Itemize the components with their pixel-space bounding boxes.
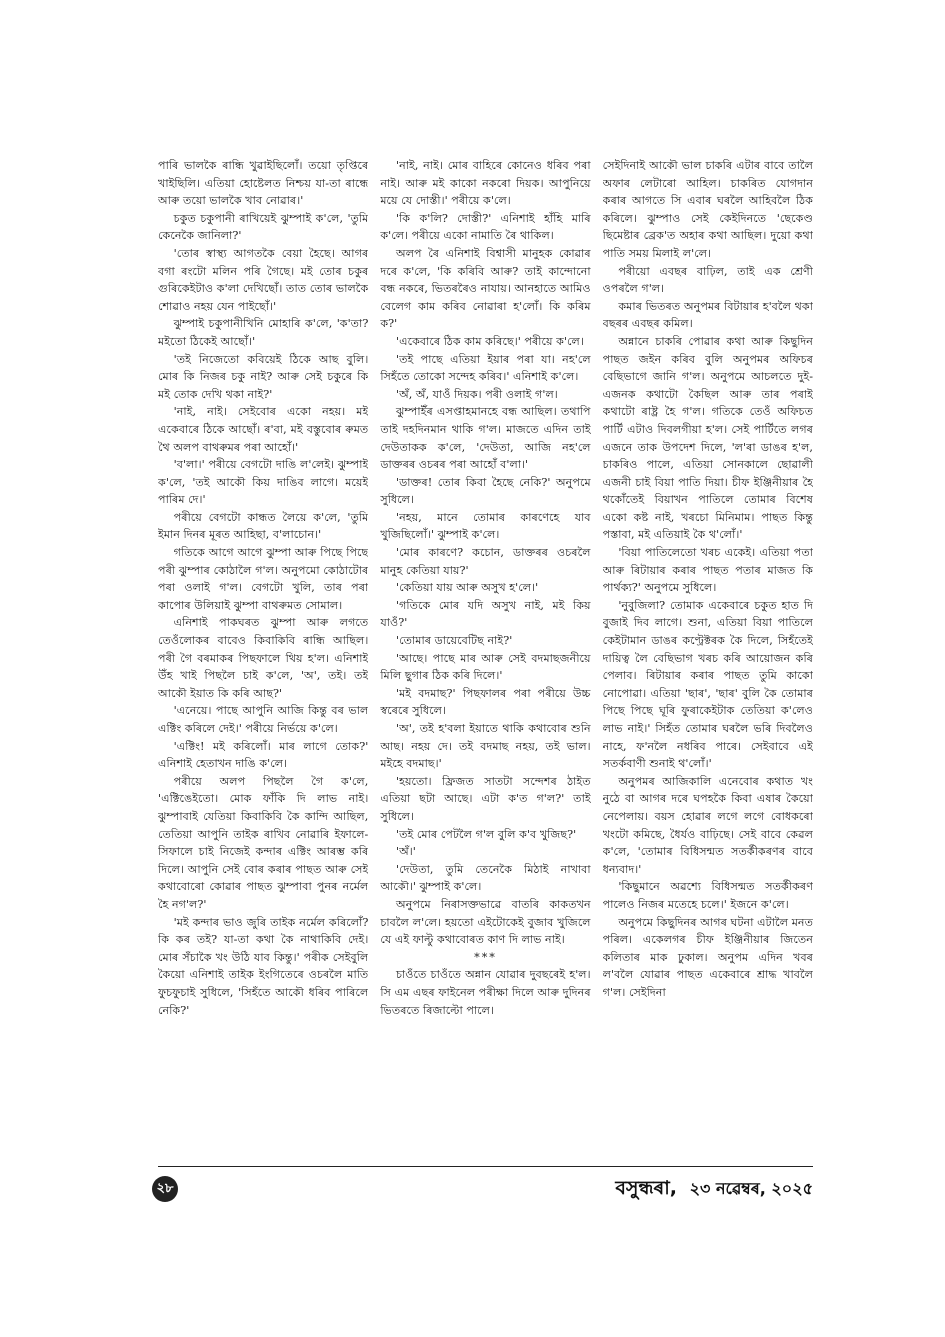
paragraph: 'নুবুজিলা? তোমাক একেবাৰে চকুত হাত দি বুজাই দিব লাগে। শুনা, এতিয়া বিয়া পাতিলে কেইটামান ডাঙৰ কণ্ট্ৰেক্টৰক কৈ দিলে, সিহঁতেই দায়িত্ব লৈ বেছিভাগ খৰচ কৰি আয়োজন কৰি পেলাব। ৰিটায়াৰ কৰাৰ পাছত তুমি কাকো নোপোৱা। এতিয়া 'ছাৰ', 'ছাৰ' বুলি কৈ তোমাৰ পিছে পিছে ঘূৰি ফুৰাকেইটাক তেতিয়া ক'লেও লাভ নাই।' সিহঁত তোমাৰ ঘৰলৈ ভৰি দিবলৈও নাহে, ফ'নলৈ নধৰিব পাৰে। সেইবাবে এই সতৰ্কবাণী শুনাই থ'লোঁ।' xyxy=(602,598,813,771)
paragraph: গতিকে আগে আগে ঝুম্পা আৰু পিছে পিছে পৰী ঝুম্পাৰ কোঠালৈ গ'ল। অনুপমো কোঠাটোৰ পৰা ওলাই গ'ল। বেগটো খুলি, তাৰ পৰা কাপোৰ উলিয়াই ঝুম্পা বাথৰুমত সোমাল। xyxy=(158,546,369,612)
magazine-name: বসুন্ধৰা, xyxy=(615,1177,677,1199)
paragraph: 'তই মোৰ পেটলৈ গ'ল বুলি ক'ব খুজিছ?' xyxy=(396,827,577,841)
text-column-3 xyxy=(603,157,813,1157)
paragraph: 'তোৰ স্বাস্থ্য আগতকৈ বেয়া হৈছে। আগৰ বগা ৰংটো মলিন পৰি গৈছে। মই তোৰ চকুৰ গুৰিকেইটাও ক'লা দেখিছোঁ। তাত তোৰ ভালকৈ শোৱাও নহয় যেন পাইছোঁ।' xyxy=(158,246,369,313)
page-number: ২৮ xyxy=(152,1176,178,1202)
paragraph: পৰীয়ে বেগটো কান্ধত লৈয়ে ক'লে, 'তুমি ইমান দিনৰ মূৰত আহিছা, ব'লাচোন।' xyxy=(158,510,369,542)
paragraph: 'দেউতা, তুমি তেনেকৈ মিঠাই নাখাবা আকৌ।' ঝুম্পাই ক'লে। xyxy=(380,862,591,894)
paragraph: 'গতিকে মোৰ যদি অসুখ নাই, মই কিয় যাওঁ?' xyxy=(380,598,591,630)
paragraph: পৰীয়ে অলপ পিছলৈ গৈ ক'লে, 'এক্টিঙেইতো। মোক ফাঁকি দি লাভ নাই। ঝুম্পাবাই যেতিয়া কিবাকিবি কৈ কান্দি আছিল, তেতিয়া আপুনি তাইক ৰাখিব নোৱাৰি ইফালে-সিফালে চাই নিজেই কন্দাৰ এক্টিং আৰম্ভ কৰি দিলে। আপুনি সেই বোৰ কৰাৰ পাছত আৰু সেই কথাবোৰো কোৱাৰ পাছত ঝুম্পাবা পুনৰ নৰ্মেল হৈ নগ'ল?' xyxy=(158,774,369,911)
paragraph: অনুপমে নিৰাসক্তভাৱে বাতৰি কাকতখন চাবলৈ ল'লে। হয়তো এইটোকেই বুজাব খুজিলে যে এই ফাল্টু কথাবোৰত কাণ দি লাভ নাই। xyxy=(380,897,591,947)
section-separator: *** xyxy=(474,950,497,964)
paragraph: 'অঁ।' xyxy=(396,845,416,859)
paragraph: 'অঁ, অঁ, যাওঁ দিয়ক। পৰী ওলাই গ'ল। xyxy=(396,387,558,401)
paragraph: 'আছে। পাছে মাৰ আৰু সেই বদমাছজনীয়ে মিলি ছুগাৰ ঠিক কৰি দিলে।' xyxy=(380,651,591,683)
paragraph: পাৰি ভালকৈ ৰান্ধি খুৱাইছিলোঁ। তয়ো তৃপ্তিৰে খাইছিলি। এতিয়া হোষ্টেলত নিশ্চয় যা-তা ৰান্ধে আৰু তয়ো ভালকৈ খাব নোৱাৰ।' xyxy=(158,159,369,208)
article-body xyxy=(158,157,813,1157)
paragraph: অলপ ৰৈ এনিশাই বিশ্বাসী মানুহক কোৱাৰ দৰে ক'লে, 'কি কৰিবি আৰু? তাই কান্দোনো বন্ধ নকৰে, ভিতৰৰৈও নাযায়। আনহাতে আমিও বেলেগ কাম কৰিব নোৱাৰা হ'লোঁ। কি কৰিম ক?' xyxy=(380,246,591,331)
text-column-1 xyxy=(158,157,368,1157)
paragraph: 'কি ক'লি? দোস্তী?' এনিশাই হাঁহি মাৰি ক'লে। পৰীয়ে একো নামাতি ৰৈ থাকিল। xyxy=(380,211,591,243)
issue-date: ২৩ নৱেম্বৰ, ২০২৫ xyxy=(689,1179,813,1198)
paragraph: অন্নানে চাকৰি পোৱাৰ কথা আৰু কিছুদিন পাছত জইন কৰিব বুলি অনুপমৰ অফিচৰ বেছিভাগে জানি গ'ল। অনুপমে আচলতে দুই-এজনক কথাটো কৈছিল আৰু তাৰ পৰাই কথাটো ৰাষ্ট্ৰ হৈ গ'ল। গতিকে তেওঁ অফিচত পাৰ্টি এটাও দিবলগীয়া হ'ল। সেই পাৰ্টিতে লগৰ এজনে তাক উপদেশ দিলে, 'ল'ৰা ডাঙৰ হ'ল, চাকৰিও পালে, এতিয়া সোনকালে ছোৱালী এজনী চাই বিয়া পাতি দিয়া। চীফ ইঞ্জিনীয়াৰ হৈ থকোঁতেই বিয়াখন পাতিলে তোমাৰ বিশেষ একো কষ্ট নাই, খৰচো মিনিমাম। পাছত কিন্তু পস্তাবা, মই এতিয়াই কৈ থ'লোঁ।' xyxy=(602,334,813,542)
paragraph: 'নাই, নাই। মোৰ বাহিৰে কোনেও ধৰিব পৰা নাই। আৰু মই কাকো নকৰো দিয়ক। আপুনিয়ে ময়ে যে দোস্তী।' পৰীয়ে ক'লে। xyxy=(380,159,591,208)
paragraph: পৰীয়ো এবছৰ বাঢ়িল, তাই এক শ্ৰেণী ওপৰলৈ গ'ল। xyxy=(602,264,813,296)
paragraph: 'ডাক্তৰ! তোৰ কিবা হৈছে নেকি?' অনুপমে সুধিলে। xyxy=(380,475,591,507)
paragraph: চাওঁতে চাওঁতে অন্নান যোৱাৰ দুবছৰেই হ'ল। সি এম এছৰ ফাইনেল পৰীক্ষা দিলে আৰু দুদিনৰ ভিতৰতে ৰিজাল্টো পালে। xyxy=(380,968,591,1017)
paragraph: 'তই নিজেতো কবিয়েই ঠিকে আছ বুলি। মোৰ কি নিজৰ চকু নাই? আৰু সেই চকুৰে কি মই তোক দেখি থকা নাই?' xyxy=(158,352,369,401)
paragraph: 'নাই, নাই। সেইবোৰ একো নহয়। মই একেবাৰে ঠিকে আছোঁ। ৰ'বা, মই বস্তুবোৰ ৰুমত থৈ অলপ বাথৰুমৰ পৰা আহোঁ।' xyxy=(158,405,369,454)
paragraph: 'বিয়া পাতিলেতো খৰচ একেই। এতিয়া পতা আৰু ৰিটায়াৰ কৰাৰ পাছত পতাৰ মাজত কি পাৰ্থক্য?' অনুপমে সুধিলে। xyxy=(602,546,813,595)
paragraph: চকুত চকুপানী ৰাখিয়েই ঝুম্পাই ক'লে, 'তুমি কেনেকৈ জানিলা?' xyxy=(158,211,369,243)
masthead xyxy=(615,1174,813,1206)
paragraph: কমাৰ ভিতৰত অনুপমৰ বিটায়াৰ হ'বলৈ থকা বছৰৰ এবছৰ কমিল। xyxy=(602,299,813,331)
paragraph: 'এনেয়ে। পাছে আপুনি আজি কিন্তু বৰ ভাল এক্টিং কৰিলে দেই।' পৰীয়ে নিৰ্ভয়ে ক'লে। xyxy=(158,704,369,735)
paragraph: 'কিছুমানে অৱশ্যে বিধিসন্মত সতৰ্কীকৰণ পালেও নিজৰ মতেহে চলে।' ইজনে ক'লে। xyxy=(602,880,813,911)
footer-rule xyxy=(158,1166,813,1167)
paragraph: ঝুম্পাই চকুপানীখিনি মোহাৰি ক'লে, 'ক'তা? মইতো ঠিকেই আছোঁ।' xyxy=(158,317,369,348)
paragraph: 'তই পাছে এতিয়া ইয়াৰ পৰা যা। নহ'লে সিহঁতে তোকো সন্দেহ কৰিব।' এনিশাই ক'লে। xyxy=(380,352,591,384)
paragraph: অনুপমে কিছুদিনৰ আগৰ ঘটনা এটালৈ মনত পৰিল। একেলগৰ চীফ ইঞ্জিনীয়াৰ জিতেন কলিতাৰ মাক ঢুকাল। অনুপম এদিন খবৰ ল'বলৈ যোৱাৰ পাছত একেবাৰে শ্ৰাদ্ধ খাবলৈ গ'ল। সেইদিনা xyxy=(602,915,813,999)
paragraph: অনুপমৰ আজিকালি এনেবোৰ কথাত খং নুঠে বা আগৰ দৰে ঘপহকৈ কিবা এষাৰ কৈয়ো নেপেলায়। বয়স হোৱাৰ লগে লগে বোধকৰো খংটো কমিছে, ধৈৰ্যও বাঢ়িছে। সেই বাবে কেৱল ক'লে, 'তোমাৰ বিধিসন্মত সতৰ্কীকৰণৰ বাবে ধন্যবাদ।' xyxy=(602,774,813,876)
paragraph: 'এক্টিং! মই কৰিলোঁ। মাৰ লাগে তোক?' এনিশাই হেতাখন দাঙি ক'লে। xyxy=(158,739,369,771)
paragraph: 'কেতিয়া যায় আৰু অসুখ হ'লে।' xyxy=(396,581,539,595)
paragraph: 'মই কন্দাৰ ভাও জুৰি তাইক নৰ্মেল কৰিলোঁ? কি কৰ তই? যা-তা কথা কৈ নাথাকিবি দেই। মোৰ সঁচাকৈ খং উঠি যাব কিন্তু।' পৰীক সেইবুলি কৈয়ো এনিশাই তাইক ইংগিতেৰে ওচৰলৈ মাতি ফুচফুচাই সুধিলে, 'সিহঁতে আকৌ ধৰিব পাৰিলে নেকি?' xyxy=(158,915,369,1017)
paragraph: 'মই বদমাছ?' পিছফালৰ পৰা পৰীয়ে উচ্চ স্বৰেৰে সুধিলে। xyxy=(380,686,591,718)
paragraph: ঝুম্পাইঁৰ এসপ্তাহমানহে বন্ধ আছিল। তথাপি তাই দহদিনমান থাকি গ'ল। মাজতে এদিন তাই দেউতাকক ক'লে, 'দেউতা, আজি নহ'লে ডাক্তৰৰ ওচৰৰ পৰা আহোঁ ব'লা।' xyxy=(380,405,591,472)
paragraph: সেইদিনাই আকৌ ভাল চাকৰি এটাৰ বাবে তালৈ অফাৰ লেটাৰো আহিল। চাকৰিত যোগদান কৰাৰ আগতে সি এবাৰ ঘৰলৈ আহিবলৈ ঠিক কৰিলে। ঝুম্পাও সেই কেইদিনতে 'ছেকেণ্ড ছিমেষ্টাৰ ব্ৰেক'ত অহাৰ কথা আছিল। দুয়ো কথা পাতি সময় মিলাই ল'লে। xyxy=(602,159,813,260)
paragraph: 'তোমাৰ ডায়েবেটিছ নাই?' xyxy=(396,634,513,648)
text-column-2 xyxy=(380,157,590,1157)
paragraph: 'একেবাৰে ঠিক কাম কৰিছে।' পৰীয়ে ক'লে। xyxy=(396,334,584,348)
paragraph: 'হয়তো। ফ্ৰিজত সাতটা সন্দেশৰ ঠাইত এতিয়া ছটা আছে। এটা ক'ত গ'ল?' তাই সুধিলে। xyxy=(380,774,591,823)
paragraph: এনিশাই পাকঘৰত ঝুম্পা আৰু লগতে তেওঁলোকৰ বাবেও কিবাকিবি ৰান্ধি আছিল। পৰী গৈ বৰমাকৰ পিছফালে থিয় হ'ল। এনিশাই উঁহ খাই পিছলৈ চাই ক'লে, 'অ', তই। তই আকৌ ইয়াত কি কৰি আছ?' xyxy=(158,616,369,700)
paragraph: 'নহয়, মানে তোমাৰ কাৰণেহে যাব খুজিছিলোঁ।' ঝুম্পাই ক'লে। xyxy=(380,510,591,542)
paragraph: 'অ', তই হ'বলা ইয়াতে থাকি কথাবোৰ শুনি আছ। নহয় দে। তই বদমাছ নহয়, তই ভাল। মইহে বদমাছ।' xyxy=(380,722,591,771)
paragraph: 'মোৰ কাৰণে? কচোন, ডাক্তৰৰ ওচৰলৈ মানুহ কেতিয়া যায়?' xyxy=(380,546,591,577)
paragraph: 'ব'লা।' পৰীয়ে বেগটো দাঙি ল'লেই। ঝুম্পাই ক'লে, 'তই আকৌ কিয় দাঙিব লাগে। ময়েই পাৰিম দে।' xyxy=(158,458,369,507)
